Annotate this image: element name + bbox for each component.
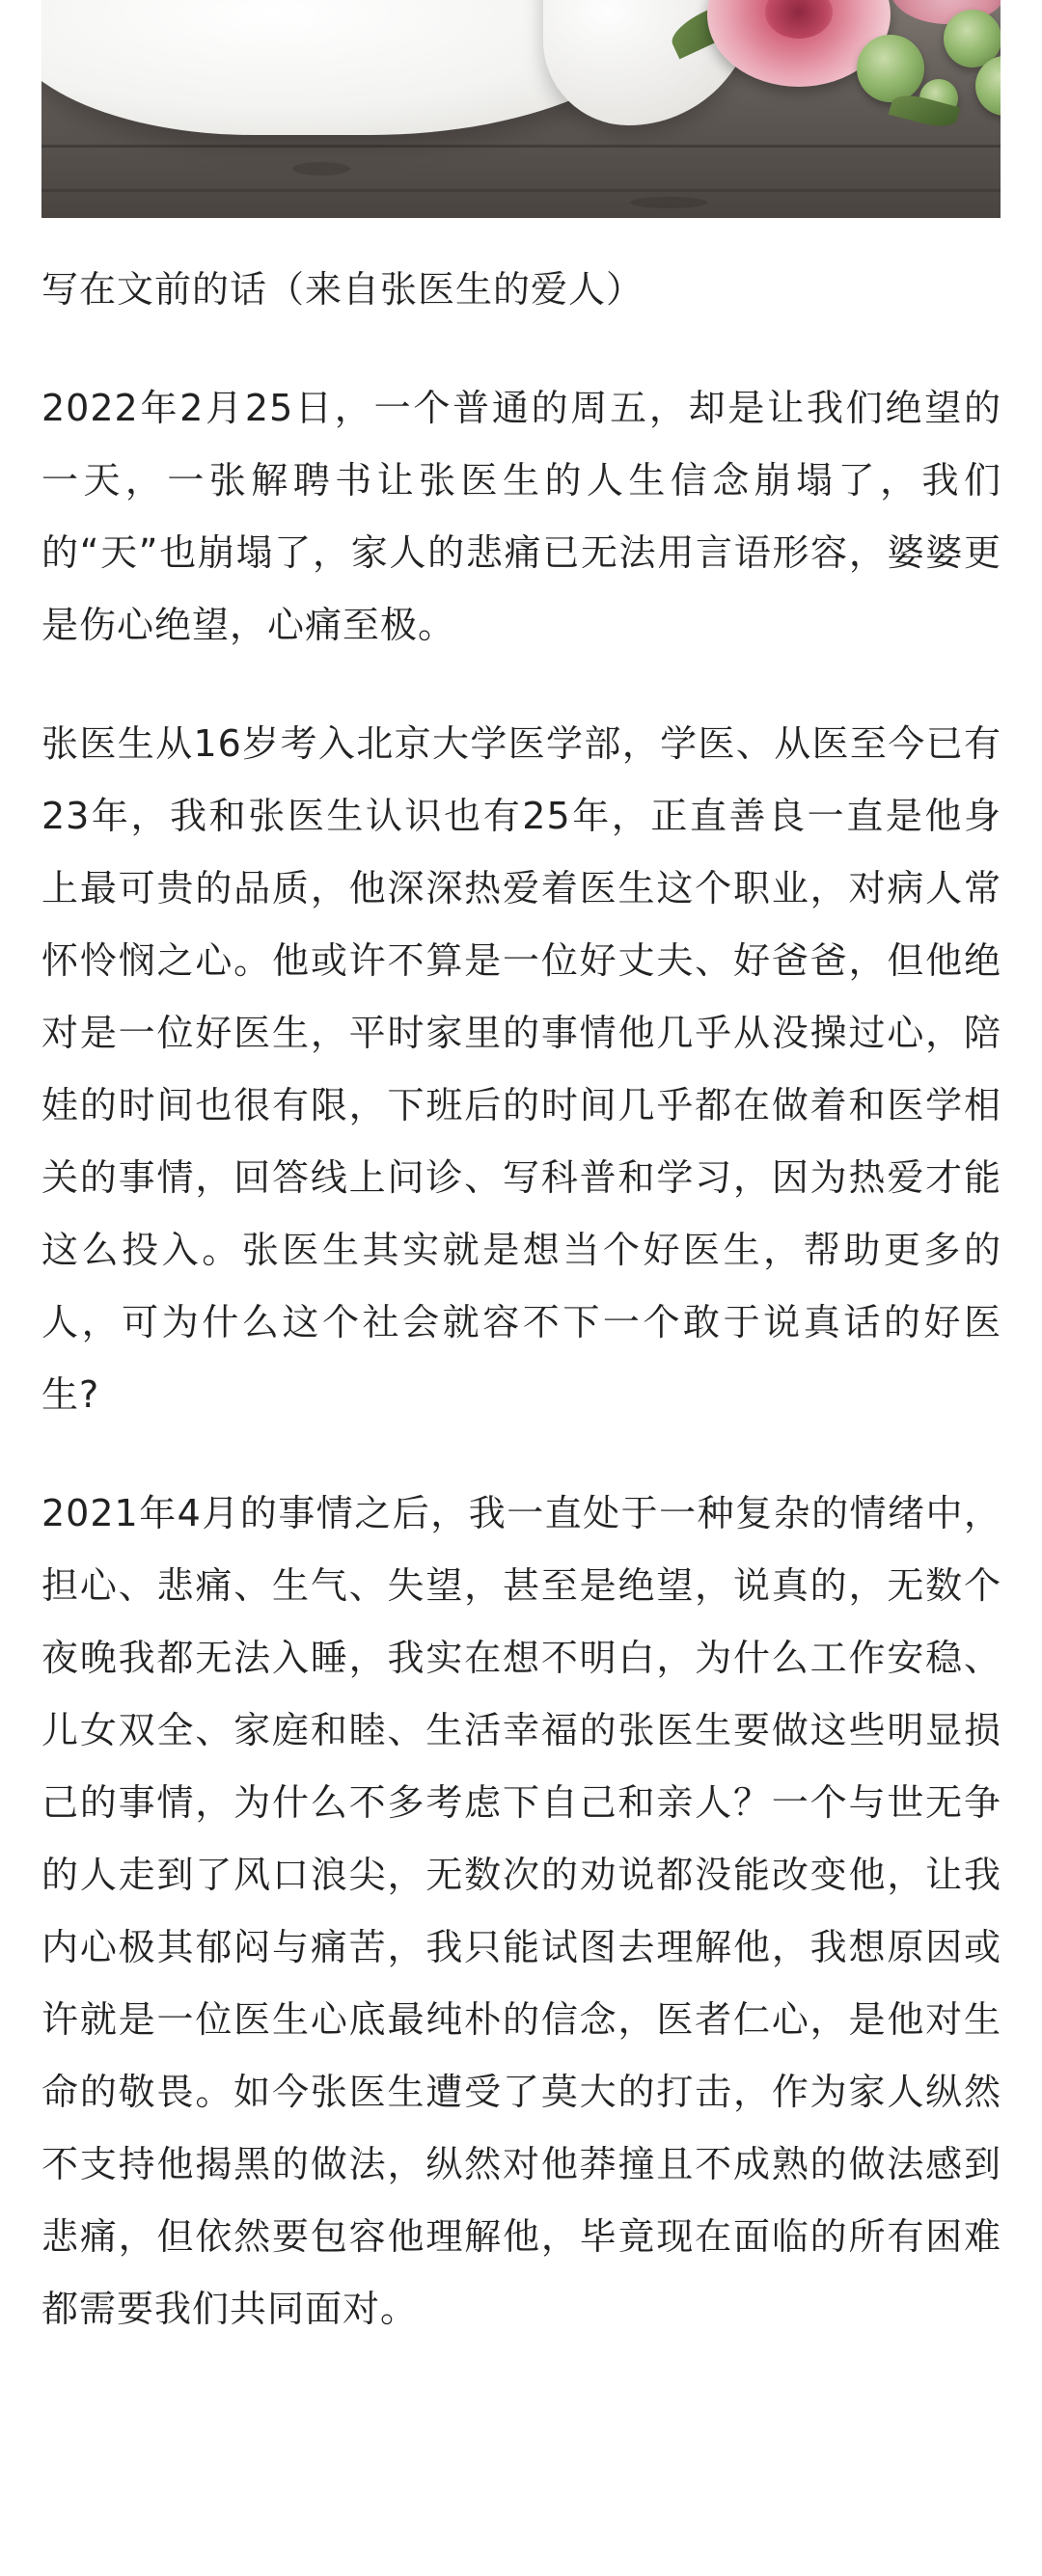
article-body	[41, 253, 1001, 2392]
wood-plank-line	[41, 145, 1001, 148]
article-heading: 写在文前的话（来自张医生的爱人）	[41, 268, 644, 311]
header-photo	[41, 0, 1001, 218]
wood-knot	[630, 197, 707, 208]
article-paragraph: 2022年2月25日，一个普通的周五，却是让我们绝望的一天，一张解聘书让张医生的人生信念崩塌了，我们的“天”也崩塌了，家人的悲痛已无法用言语形容，婆婆更是伤心绝望，心痛至极。	[41, 387, 1001, 646]
wood-knot	[292, 162, 350, 176]
wood-plank-line	[41, 189, 1001, 192]
article-paragraph: 张医生从16岁考入北京大学医学部，学医、从医至今已有23年，我和张医生认识也有25年，正直善良一直是他身上最可贵的品质，他深深热爱着医生这个职业，对病人常怀怜悯之心。他或许不算是一位好丈夫、好爸爸，但他绝对是一位好医生，平时家里的事情他几乎从没操过心，陪娃的时间也很有限，下班后的时间几乎都在做着和医学相关的事情，回答线上问诊、写科普和学习，因为热爱才能这么投入。张医生其实就是想当个好医生，帮助更多的人，可为什么这个社会就容不下一个敢于说真话的好医生?	[41, 722, 1001, 1416]
flower-bud	[857, 35, 924, 102]
article-paragraph: 2021年4月的事情之后，我一直处于一种复杂的情绪中，担心、悲痛、生气、失望，甚至是绝望，说真的，无数个夜晚我都无法入睡，我实在想不明白，为什么工作安稳、儿女双全、家庭和睦、生活幸福的张医生要做这些明显损己的事情，为什么不多考虑下自己和亲人？一个与世无争的人走到了风口浪尖，无数次的劝说都没能改变他，让我内心极其郁闷与痛苦，我只能试图去理解他，我想原因或许就是一位医生心底最纯朴的信念，医者仁心，是他对生命的敬畏。如今张医生遭受了莫大的打击，作为家人纵然不支持他揭黑的做法，纵然对他莽撞且不成熟的做法感到悲痛，但依然要包容他理解他，毕竟现在面临的所有困难都需要我们共同面对。	[41, 1492, 1001, 2330]
